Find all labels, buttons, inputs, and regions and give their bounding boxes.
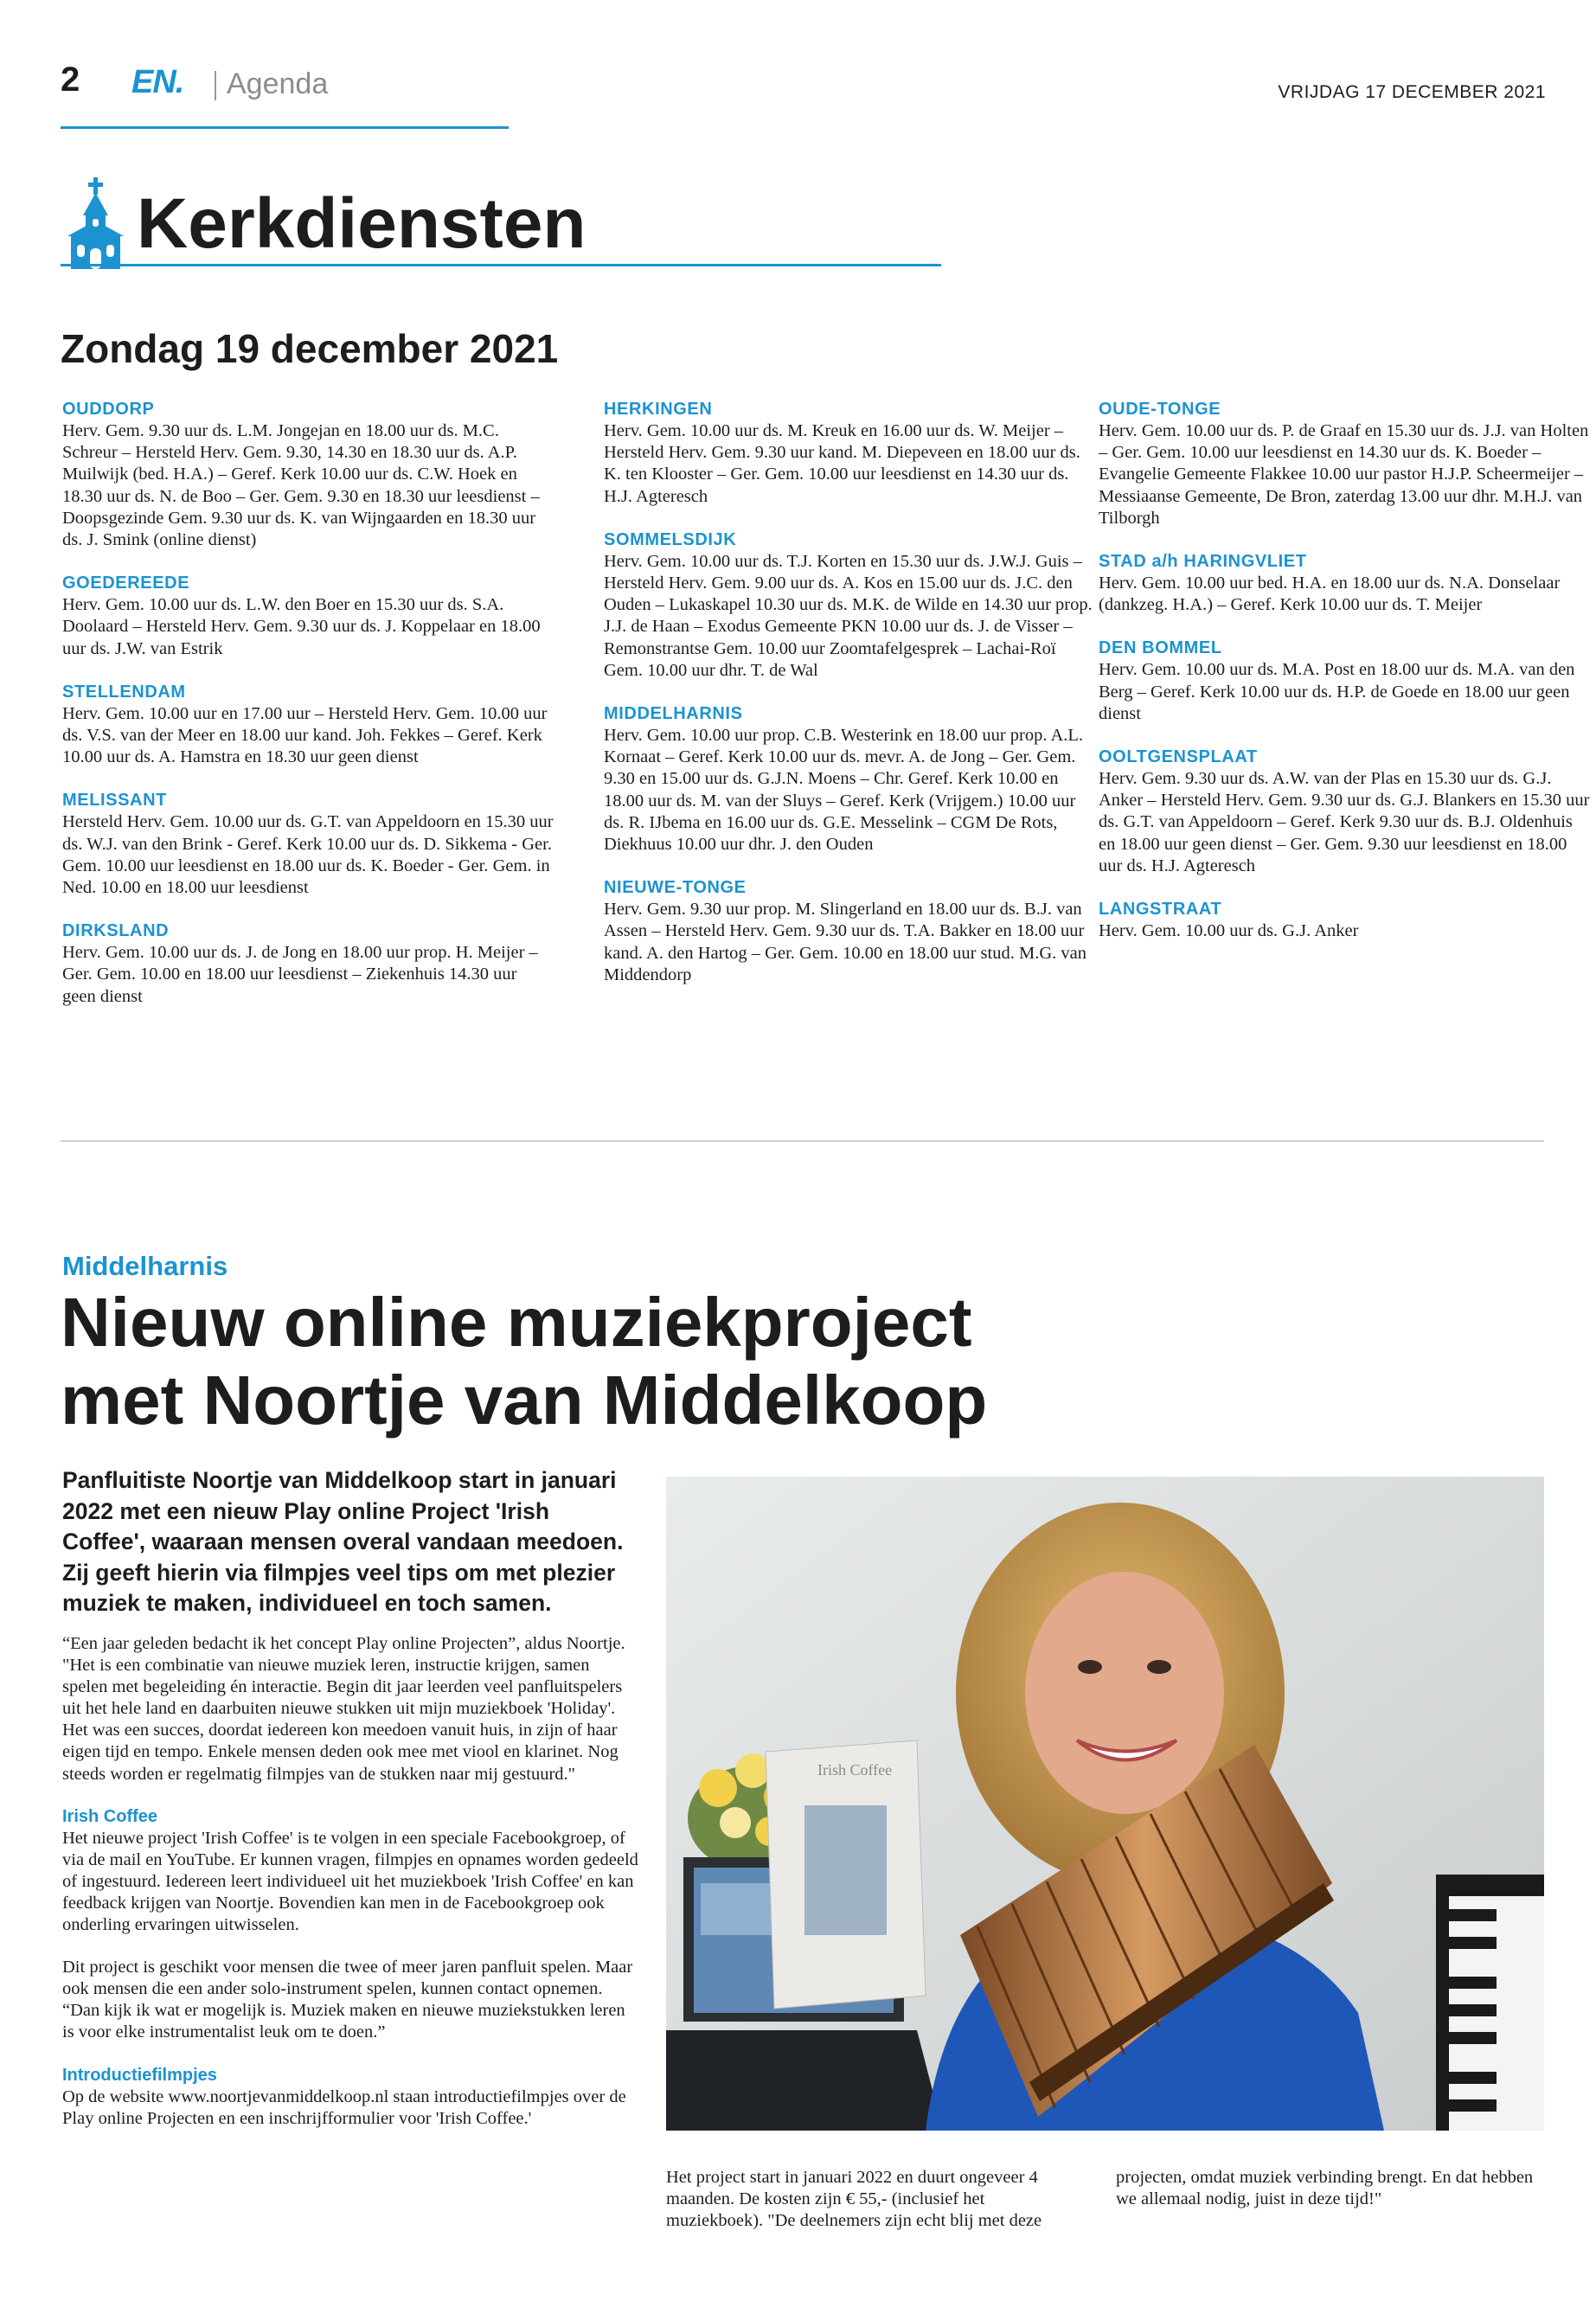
article-paragraph: Dit project is geschikt voor mensen die twee of meer jaren panfluit spelen. Maar ook mensen die een ander solo-instrument spelen, kunnen contact opnemen. “Dan kijk ik wat er mogelijk is. Muziek maken en nieuwe muziekstukken leren is voor elke instrumentalist leuk om te doen.” — [62, 1958, 633, 2042]
article-subhead: Introductiefilmpjes — [62, 2065, 217, 2085]
service-text: Herv. Gem. 10.00 uur ds. L.W. den Boer en 15.30 uur ds. S.A. Doolaard – Hersteld Herv. Gem. 9.30 uur ds. J. Koppelaar en 18.00 uur ds. J.W. van Estrik — [62, 595, 541, 658]
service-text: Herv. Gem. 10.00 uur ds. M.A. Post en 18.00 uur ds. M.A. van den Berg – Geref. Kerk 10.00 uur ds. H.P. de Goede en 18.00 uur geen dienst — [1099, 660, 1575, 723]
newspaper-logo: EN. — [131, 64, 184, 100]
place-name: LANGSTRAAT — [1099, 900, 1222, 920]
place-name: NIEUWE-TONGE — [604, 878, 747, 898]
music-book — [766, 1740, 926, 2009]
service-entry — [604, 876, 1095, 986]
services-column-3 — [1099, 398, 1590, 963]
article-subhead: Irish Coffee — [62, 1806, 158, 1826]
article-paragraph: Het nieuwe project 'Irish Coffee' is te volgen in een speciale Facebookgroep, of via de mail en YouTube. Er kunnen vragen, filmpjes en opnames worden gedeeld of ingestuurd. Iedereen leert individueel uit het muziekboek 'Irish Coffee' en kan feedback krijgen van Noortje. Bovendien kan men in de Facebookgroep ook onderling ervaringen uitwisselen. — [62, 1828, 638, 1935]
service-text: Herv. Gem. 9.30 uur prop. M. Slingerland en 18.00 uur ds. B.J. van Assen – Hersteld Herv. Gem. 9.30 uur ds. T.A. Bakker en 18.00 uur kand. A. den Hartog – Ger. Gem. 10.00 en 18.00 uur stud. M.G. van Middendorp — [604, 900, 1086, 984]
service-text: Herv. Gem. 9.30 uur ds. A.W. van der Plas en 15.30 uur ds. G.J. Anker – Hersteld Herv. Gem. 9.30 uur ds. G.J. Blankers en 15.30 uur ds. G.T. van Appeldoorn – Geref. Kerk 9.30 uur ds. B.J. Oldenhuis en 18.00 uur geen dienst – Ger. Gem. 9.30 uur leesdienst en 18.00 uur ds. H.J. Agteresch — [1099, 769, 1590, 875]
service-entry — [604, 529, 1095, 682]
service-text: Herv. Gem. 10.00 uur ds. T.J. Korten en 15.30 uur ds. J.W.J. Guis – Hersteld Herv. Gem. 9.00 uur ds. A. Kos en 15.00 uur ds. J.C. den Ouden – Lukaskapel 10.30 uur ds. M.K. de Wilde en 14.30 uur prop. J.J. de Haan – Exodus Gemeente PKN 10.00 uur ds. J. de Visser – Remonstrantse Gem. 10.00 uur Zoomtafelgesprek – Lachai-Roï Gem. 10.00 uur dhr. T. de Wal — [604, 551, 1093, 680]
place-name: STAD a/h HARINGVLIET — [1099, 552, 1307, 572]
service-entry — [1099, 746, 1590, 877]
service-text: Herv. Gem. 10.00 uur ds. M. Kreuk en 16.00 uur ds. W. Meijer – Hersteld Herv. Gem. 9.30 uur kand. M. Diepeveen en 18.00 uur ds. K. ten Klooster – Ger. Gem. 10.00 uur leesdienst en 14.30 uur ds. H.J. Agteresch — [604, 421, 1080, 506]
article-lead: Panfluitiste Noortje van Middelkoop start in januari 2022 met een nieuw Play online Project 'Irish Coffee', waaraan mensen overal vandaan meedoen. Zij geeft hierin via filmpjes veel tips om met plezier muziek te maken, individueel en toch samen. — [62, 1467, 624, 1617]
place-name: DEN BOMMEL — [1099, 638, 1222, 658]
book-title: Irish Coffee — [817, 1761, 893, 1779]
service-text: Herv. Gem. 10.00 uur ds. G.J. Anker — [1099, 921, 1359, 941]
article-photo — [666, 1477, 1544, 2131]
place-name: HERKINGEN — [604, 400, 713, 419]
service-entry — [62, 789, 554, 899]
service-text: Herv. Gem. 10.00 uur en 17.00 uur – Hersteld Herv. Gem. 10.00 uur ds. V.S. van der Meer en 18.00 uur kand. Joh. Fekkes – Geref. Kerk 10.00 uur ds. A. Hamstra en 18.30 uur geen dienst — [62, 703, 548, 767]
place-name: OUDE-TONGE — [1099, 400, 1221, 419]
place-name: SOMMELSDIJK — [604, 529, 737, 549]
place-name: DIRKSLAND — [62, 921, 170, 941]
article-paragraph: Op de website www.noortjevanmiddelkoop.nl staan introductiefilmpjes over de Play online Projecten en een inschrijfformulier voor 'Irish Coffee.' — [62, 2086, 626, 2128]
service-text: Hersteld Herv. Gem. 10.00 uur ds. G.T. van Appeldoorn en 15.30 uur ds. W.J. van den Brink - Geref. Kerk 10.00 uur ds. D. Sikkema - Ger. Gem. 10.00 uur leesdienst en 18.00 uur ds. K. Boeder - Ger. Gem. in Ned. 10.00 en 18.00 uur leesdienst — [62, 812, 554, 898]
service-text: Herv. Gem. 10.00 uur ds. P. de Graaf en 15.30 uur ds. J.J. van Holten – Ger. Gem. 10.00 uur leesdienst en 14.30 uur ds. K. Boeder – Evangelie Gemeente Flakkee 10.00 uur pastor H.J.P. Scheermeijer – Messiaanse Gemeente, De Bron, zaterdag 13.00 uur dhr. M.H.J. van Tilborgh — [1099, 421, 1589, 528]
service-entry — [1099, 898, 1590, 942]
service-entry — [1099, 398, 1590, 529]
place-name: MIDDELHARNIS — [604, 704, 743, 724]
service-entry — [62, 572, 554, 660]
service-text: Herv. Gem. 10.00 uur bed. H.A. en 18.00 uur ds. N.A. Donselaar (dankzeg. H.A.) – Geref. Kerk 10.00 uur ds. T. Meijer — [1099, 574, 1561, 615]
piano-keyboard — [1436, 1875, 1544, 2131]
article-headline — [61, 1284, 1099, 1439]
headline-line: Nieuw online muziekproject — [61, 1284, 972, 1361]
services-column-1 — [62, 398, 554, 1029]
place-name: GOEDEREEDE — [62, 574, 190, 593]
service-entry — [62, 681, 554, 769]
header-separator — [215, 71, 216, 100]
section-divider — [61, 1140, 1544, 1142]
article-kicker: Middelharnis — [62, 1251, 228, 1281]
services-column-2 — [604, 398, 1095, 1007]
church-icon — [61, 177, 131, 269]
article-paragraph: projecten, omdat muziek verbinding brengt. En dat hebben we allemaal nodig, juist in deze tijd!" — [1116, 2168, 1534, 2209]
place-name: MELISSANT — [62, 791, 167, 811]
service-entry — [62, 920, 554, 1008]
section-name: Agenda — [227, 67, 329, 100]
article-paragraph: “Een jaar geleden bedacht ik het concept Play online Projecten”, aldus Noortje. "Het is een combinatie van nieuwe muziek leren, instructie krijgen, samen spelen met begeleiding én interactie. Begin dit jaar leerden veel panfluitspelers uit het hele land en daarbuiten nieuwe stukken uit mijn muziekboek 'Holiday'. Het was een succes, doordat iedereen kon meedoen vanuit huis, in zijn of haar eigen tijd en tempo. Enkele mensen deden ook mee met viool en klarinet. Nog steeds worden er regelmatig filmpjes van de stukken naar mij gestuurd." — [62, 1634, 625, 1784]
title-rule — [61, 264, 941, 266]
page-number: 2 — [61, 61, 80, 99]
service-entry — [604, 702, 1095, 856]
header-rule — [61, 126, 509, 129]
place-name: OUDDORP — [62, 400, 155, 419]
service-entry — [1099, 637, 1590, 725]
service-entry — [62, 398, 554, 551]
headline-line: met Noortje van Middelkoop — [61, 1362, 988, 1439]
service-text: Herv. Gem. 10.00 uur ds. J. de Jong en 18.00 uur prop. H. Meijer – Ger. Gem. 10.00 en 18.00 uur leesdienst – Ziekenhuis 14.30 uur geen dienst — [62, 943, 538, 1006]
service-entry — [1099, 550, 1590, 616]
service-entry — [604, 398, 1095, 508]
service-text: Herv. Gem. 9.30 uur ds. L.M. Jongejan en 18.00 uur ds. M.C. Schreur – Hersteld Herv. Gem. 9.30, 14.30 en 18.30 uur ds. A.P. Muilwijk (bed. H.A.) – Geref. Kerk 10.00 uur ds. C.W. Hoek en 18.30 uur ds. N. de Boo – Ger. Gem. 9.30 en 18.30 uur leesdienst – Doopsgezinde Gem. 9.30 uur ds. K. van Wijngaarden en 18.30 uur ds. J. Smink (online dienst) — [62, 421, 540, 550]
place-name: OOLTGENSPLAAT — [1099, 747, 1258, 767]
service-text: Herv. Gem. 10.00 uur prop. C.B. Westerink en 18.00 uur prop. A.L. Kornaat – Geref. Kerk 10.00 uur ds. mevr. A. de Jong – Ger. Gem. 9.30 en 15.00 uur ds. G.J.N. Moens – Chr. Geref. Kerk 10.00 en 18.00 uur ds. M. van der Sluys – Geref. Kerk (Vrijgem.) 10.00 uur ds. R. IJbema en 16.00 uur ds. G.E. Messelink – CGM De Rots, Diekhuus 10.00 uur dhr. J. den Ouden — [604, 726, 1084, 855]
service-date-heading: Zondag 19 december 2021 — [61, 326, 559, 371]
article-body — [62, 1633, 638, 2150]
place-name: STELLENDAM — [62, 682, 186, 702]
page-title: Kerkdiensten — [137, 184, 586, 263]
article-paragraph: Het project start in januari 2022 en duurt ongeveer 4 maanden. De kosten zijn € 55,- (inclusief het muziekboek). "De deelnemers zijn echt blij met deze — [666, 2168, 1042, 2231]
publication-date: VRIJDAG 17 DECEMBER 2021 — [1278, 82, 1546, 102]
